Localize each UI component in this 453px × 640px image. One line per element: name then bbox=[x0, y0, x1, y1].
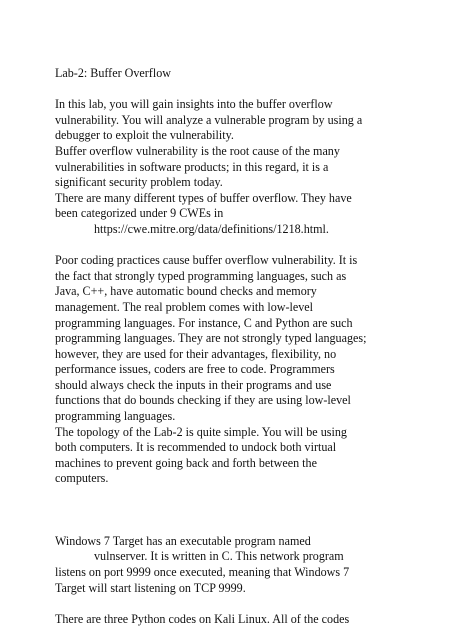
text-line: been categorized under 9 CWEs in bbox=[55, 206, 224, 221]
text-line: In this lab, you will gain insights into the buffer overflow bbox=[55, 97, 333, 112]
text-line: both computers. It is recommended to undock both virtual bbox=[55, 440, 337, 455]
text-line: listens on port 9999 once executed, meaning that Windows 7 bbox=[55, 565, 350, 579]
text-line: computers. bbox=[55, 471, 109, 486]
text-line: Poor coding practices cause buffer overflow vulnerability. It is bbox=[55, 253, 358, 268]
paragraph-gap bbox=[55, 518, 415, 534]
text-line: however, they are used for their advantages, flexibility, no bbox=[55, 346, 337, 361]
text-line: There are three Python codes on Kali Linux. All of the codes bbox=[55, 611, 350, 626]
document-title: Lab-2: Buffer Overflow bbox=[55, 66, 171, 80]
windows-target-paragraph bbox=[55, 534, 415, 596]
text-line: vulnerabilities in software products; in this regard, it is a bbox=[55, 159, 329, 174]
text-line: machines to prevent going back and forth between the bbox=[55, 455, 317, 470]
text-line: Java, C++, have automatic bound checks and memory bbox=[55, 284, 317, 299]
text-line: programming languages. bbox=[55, 409, 176, 424]
document-body bbox=[55, 66, 415, 627]
text-line: programming languages. For instance, C and Python are such bbox=[55, 315, 353, 330]
text-line: Buffer overflow vulnerability is the root cause of the many bbox=[55, 143, 340, 158]
cwe-url: https://cwe.mitre.org/data/definitions/1218.html. bbox=[94, 221, 329, 236]
text-line: vulnerability. You will analyze a vulnerable program by using a bbox=[55, 112, 363, 127]
text-line: Windows 7 Target has an executable program named bbox=[55, 533, 311, 548]
text-line: significant security problem today. bbox=[55, 175, 223, 190]
paragraph-gap bbox=[55, 82, 415, 98]
text-line: Target will start listening on TCP 9999. bbox=[55, 580, 246, 595]
intro-paragraph bbox=[55, 97, 415, 237]
paragraph-gap bbox=[55, 487, 415, 518]
text-line: the fact that strongly typed programming languages, such as bbox=[55, 268, 347, 283]
text-line: The topology of the Lab-2 is quite simple. You will be using bbox=[55, 424, 347, 439]
text-line: programming languages. They are not strongly typed languages; bbox=[55, 331, 367, 346]
text-line: vulnserver. It is written in C. This network program bbox=[94, 549, 344, 564]
paragraph-gap bbox=[55, 596, 415, 612]
coding-practices-paragraph bbox=[55, 253, 415, 487]
paragraph-gap bbox=[55, 238, 415, 254]
text-line: management. The real problem comes with low-level bbox=[55, 299, 314, 314]
text-line: should always check the inputs in their programs and use bbox=[55, 377, 332, 392]
text-line: There are many different types of buffer overflow. They have bbox=[55, 190, 352, 205]
python-codes-paragraph bbox=[55, 612, 415, 628]
text-line: debugger to exploit the vulnerability. bbox=[55, 128, 234, 143]
text-line: functions that do bounds checking if they are using low-level bbox=[55, 393, 351, 408]
text-line: performance issues, coders are free to code. Programmers bbox=[55, 362, 335, 377]
